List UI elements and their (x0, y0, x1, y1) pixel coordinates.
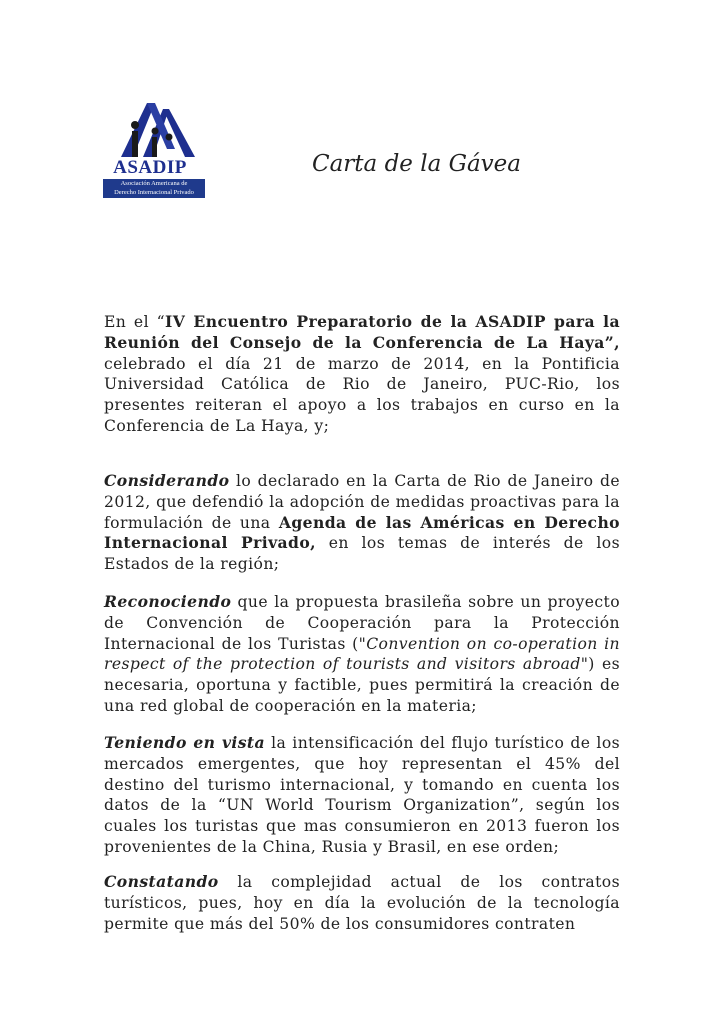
reconociendo-keyword: Reconociendo (104, 592, 232, 611)
logo-subtitle-band (103, 179, 205, 198)
paragraph-teniendo (104, 733, 620, 858)
considerando-body: lo declarado en la Carta de Rio de Janeiro de 2012, que defendió la adopción de medidas proactivas para la formulación de una (104, 472, 620, 532)
paragraph-constatando (104, 872, 620, 934)
reconociendo-body: que la propuesta brasileña sobre un proyecto de Convención de Cooperación para la Protección Internacional de los Turistas ( (104, 593, 620, 653)
reconociendo-tail: ) es necesaria, oportuna y factible, pues permitirá la creación de una red global de cooperación en la materia; (104, 655, 620, 715)
logo-subtitle-line1: Asociación Americana de (120, 180, 188, 187)
document-title: Carta de la Gávea (312, 151, 521, 177)
reconociendo-convention-title: "Convention on co-operation in respect of the protection of tourists and visitors abroad" (104, 634, 620, 674)
considerando-agenda: Agenda de las Américas en Derecho Internacional Privado, (104, 512, 620, 553)
intro-event-name: IV Encuentro Preparatorio de la ASADIP para la Reunión del Consejo de la Conferencia de La Haya”, (104, 312, 620, 352)
asadip-logo (103, 101, 205, 198)
constatando-body: la complejidad actual de los contratos turísticos, pues, hoy en día la evolución de la tecnología permite que más del 50% de los consumidores contraten (104, 873, 620, 933)
paragraph-intro (104, 312, 620, 437)
intro-body: celebrado el día 21 de marzo de 2014, en la Pontificia Universidad Católica de Rio de Janeiro, PUC-Rio, los presentes reiteran el apoyo a los trabajos en curso en la Conferencia de La Haya, y; (104, 354, 620, 435)
teniendo-body: la intensificación del flujo turístico de los mercados emergentes, que hoy representan el 45% del destino del turismo internacional, y tomando en cuenta los datos de la “UN World Tourism Organization”, según los cuales los turistas que mas consumieron en 2013 fueron los provenientes de la China, Rusia y Brasil, en ese orden; (104, 734, 621, 856)
intro-lead: En el “ (104, 313, 166, 331)
logo-subtitle-line2: Derecho Internacional Privado (114, 189, 194, 196)
constatando-keyword: Constatando (104, 872, 219, 891)
considerando-tail: en los temas de interés de los Estados de la región; (104, 534, 621, 574)
teniendo-keyword: Teniendo en vista (104, 733, 266, 752)
logo-name: ASADIP (113, 157, 187, 178)
paragraph-considerando (104, 471, 620, 575)
paragraph-reconociendo (104, 592, 620, 717)
considerando-keyword: Considerando (104, 471, 230, 490)
asadip-emblem-icon (103, 101, 197, 159)
